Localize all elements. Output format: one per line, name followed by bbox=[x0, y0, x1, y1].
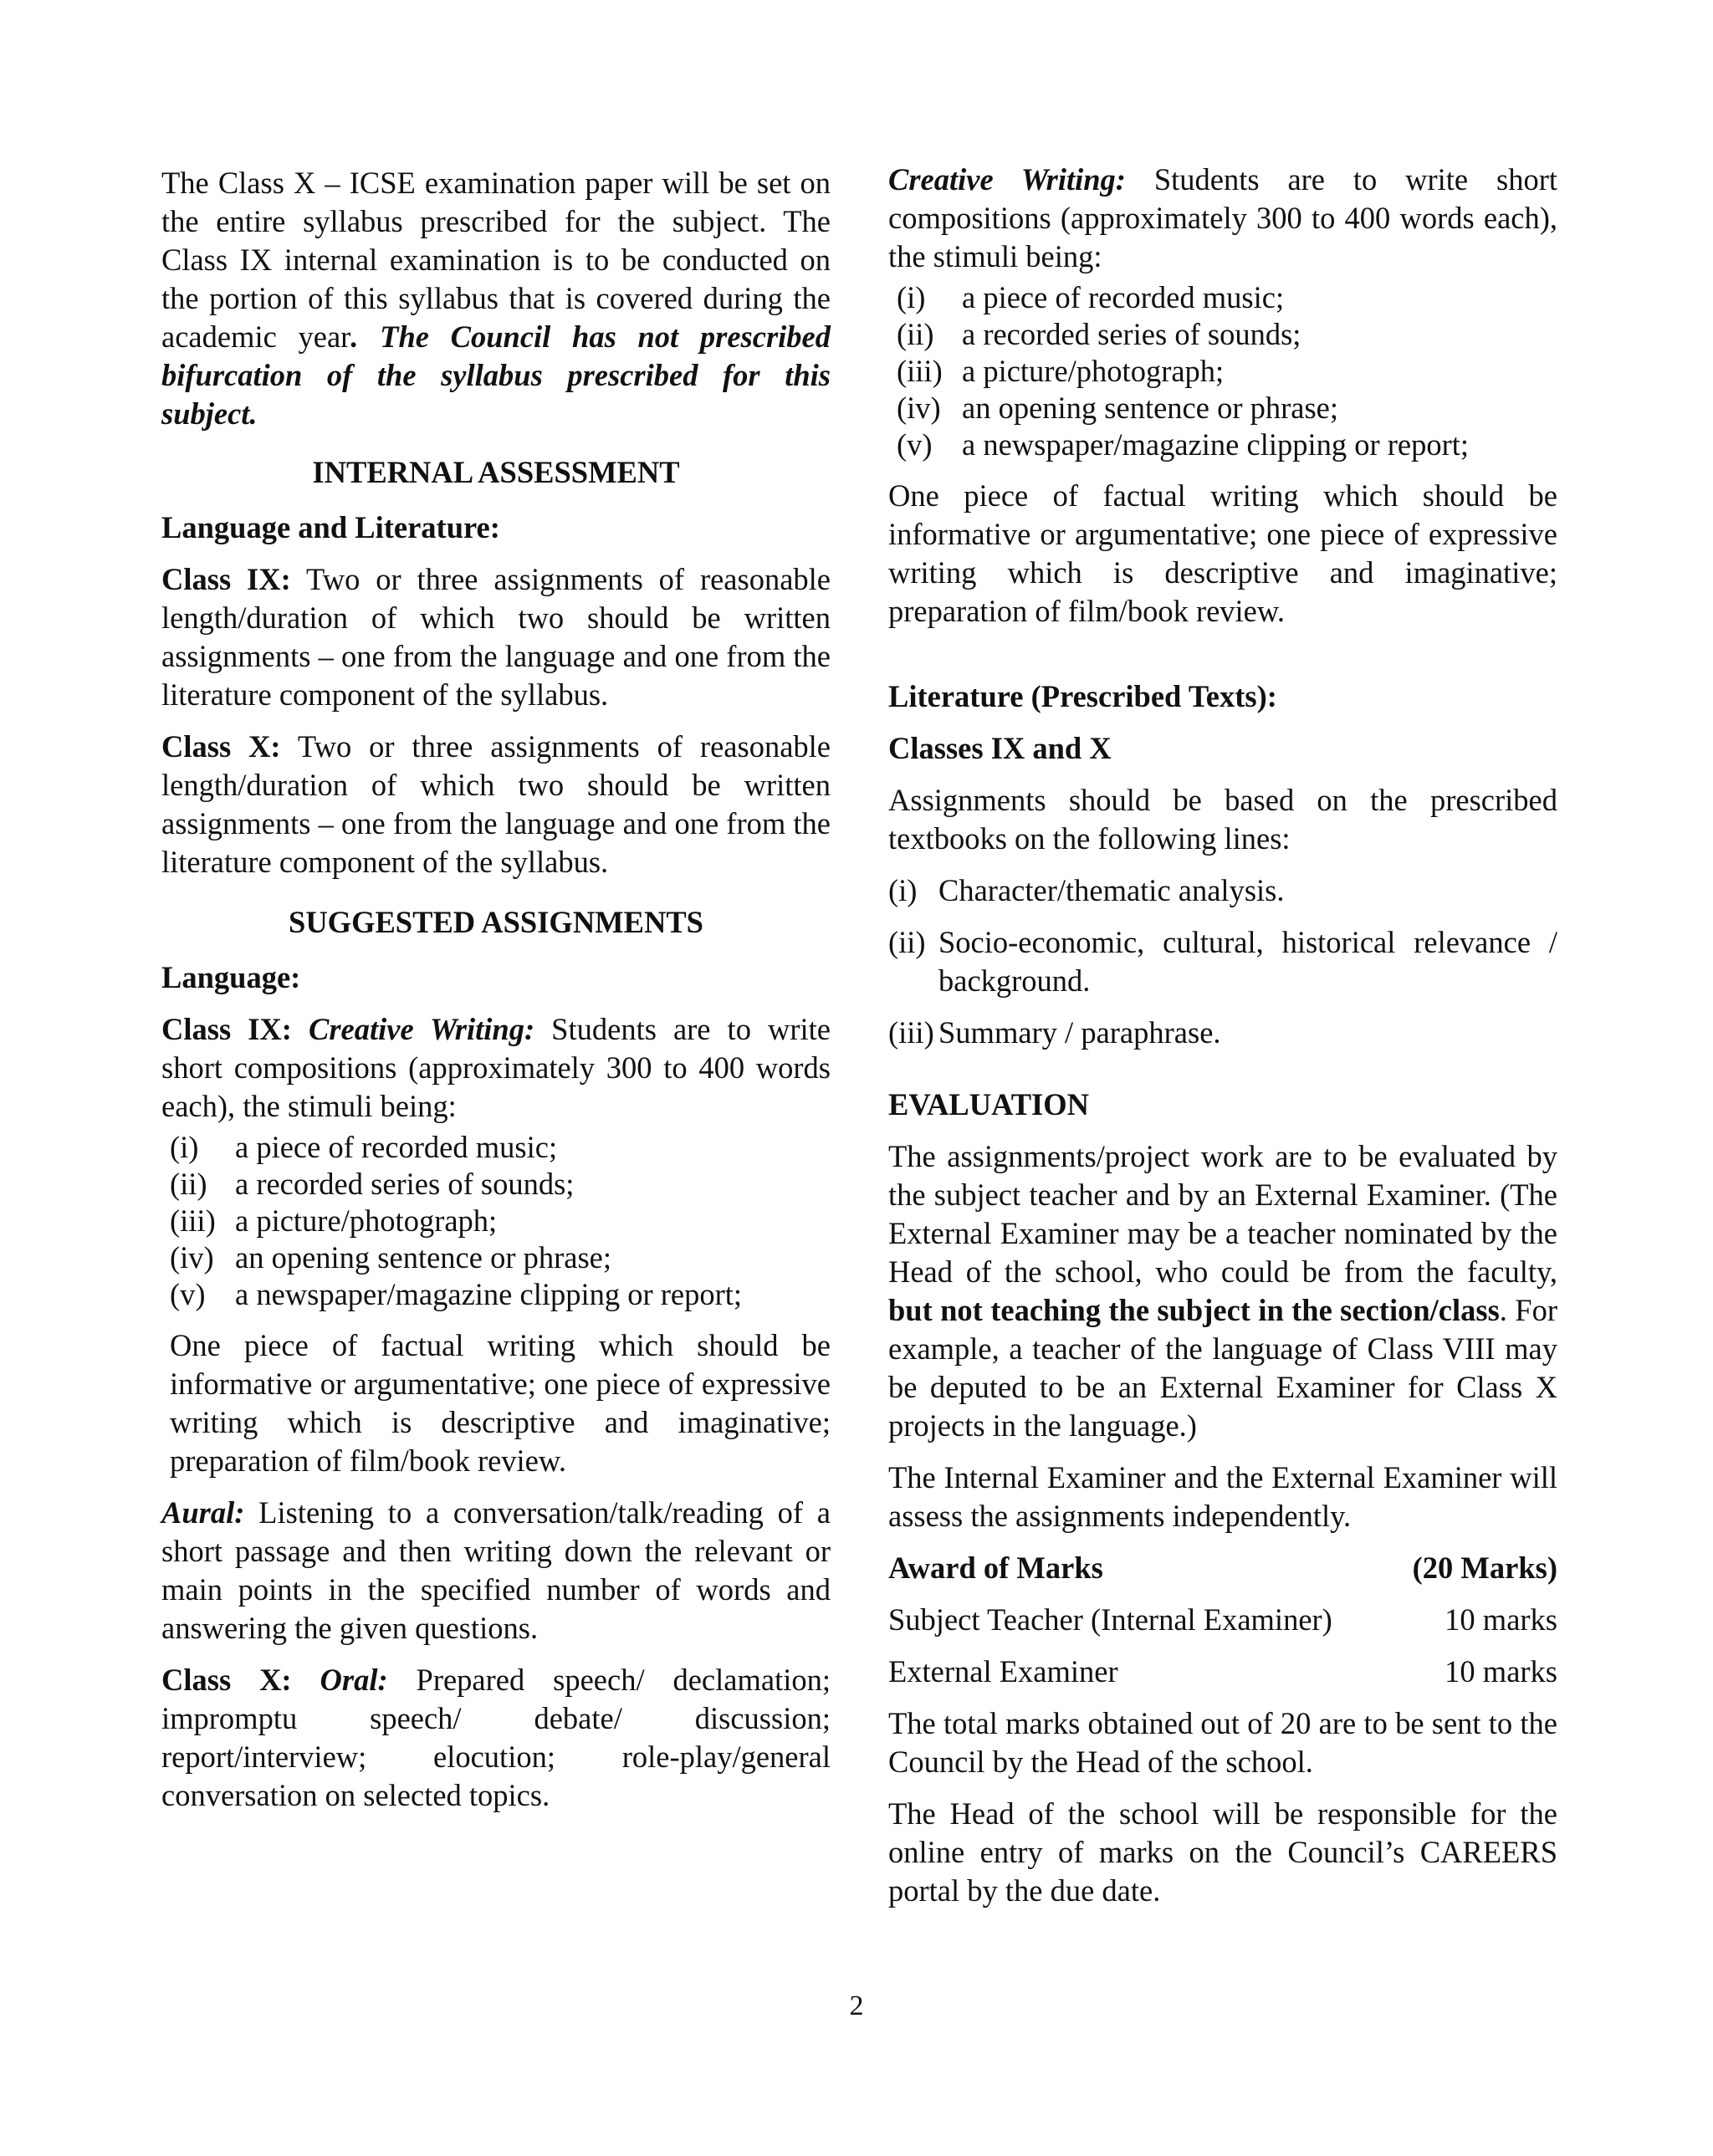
internal-external-paragraph: The Internal Examiner and the External Examiner will assess the assignments independently. bbox=[888, 1460, 1557, 1533]
list-item-text: a recorded series of sounds; bbox=[235, 1167, 575, 1201]
list-item-number: (ii) bbox=[170, 1167, 207, 1201]
page-number: 2 bbox=[849, 1990, 864, 2021]
literature-heading: Literature (Prescribed Texts): bbox=[888, 679, 1277, 713]
classes-heading: Classes IX and X bbox=[888, 731, 1112, 765]
oral-class-label: Class X: bbox=[161, 1663, 292, 1697]
list-item-number: (i) bbox=[170, 1130, 199, 1164]
creative-writing-paragraph bbox=[161, 1010, 831, 1126]
teacher-label: Subject Teacher (Internal Examiner) bbox=[888, 1602, 1332, 1637]
list-item-number: (iv) bbox=[170, 1240, 214, 1275]
list-item-text: an opening sentence or phrase; bbox=[962, 391, 1338, 425]
external-label: External Examiner bbox=[888, 1654, 1118, 1689]
cw-class-label: Class IX: bbox=[161, 1012, 292, 1046]
list-item-number: (i) bbox=[888, 873, 918, 907]
list-item bbox=[161, 1239, 831, 1276]
award-of-marks-row bbox=[888, 1549, 1557, 1587]
list-item-text: a picture/photograph; bbox=[962, 354, 1225, 388]
oral-label: Oral: bbox=[320, 1663, 388, 1697]
language-literature-heading: Language and Literature: bbox=[161, 510, 500, 544]
cw-text-right: Students are to write short compositions (approximately 300 to 400 words each), the stimuli being: bbox=[888, 162, 1557, 273]
list-item-text: a newspaper/magazine clipping or report; bbox=[235, 1277, 743, 1311]
list-item-number: (iii) bbox=[888, 1015, 934, 1050]
right-column bbox=[888, 161, 1557, 1924]
aural-paragraph bbox=[161, 1494, 831, 1648]
intro-bold-note: . The Council has not prescribed bifurcation of the syllabus prescribed for this subject. bbox=[161, 319, 831, 431]
list-item-number: (i) bbox=[897, 280, 926, 314]
list-item-number: (iv) bbox=[897, 391, 941, 425]
evaluation-text: The assignments/project work are to be evaluated by the subject teacher and by an External Examiner. (The External Examiner may be a teacher nominated by the Head of the school, who could be from the faculty, bbox=[888, 1139, 1557, 1289]
list-item-text: a picture/photograph; bbox=[235, 1203, 498, 1238]
class-x-text: Two or three assignments of reasonable length/duration of which two should be written assignments – one from the language and one from the literature component of the syllabus. bbox=[161, 729, 831, 879]
list-item-number: (ii) bbox=[888, 925, 926, 959]
internal-assessment-heading: INTERNAL ASSESSMENT bbox=[312, 455, 680, 489]
intro-paragraph bbox=[161, 164, 831, 433]
cw-text: Students are to write short compositions (approximately 300 to 400 words each), the stimuli being: bbox=[161, 1012, 831, 1123]
stimuli-list-left bbox=[161, 1129, 831, 1313]
list-item bbox=[888, 427, 1557, 463]
aural-label: Aural: bbox=[161, 1495, 245, 1530]
list-item bbox=[888, 390, 1557, 427]
creative-writing-paragraph-right bbox=[888, 161, 1557, 276]
language-heading: Language: bbox=[161, 960, 301, 994]
stimuli-list-right bbox=[888, 279, 1557, 463]
list-item bbox=[888, 871, 1557, 910]
head-of-school-paragraph: The Head of the school will be responsible for the online entry of marks on the Council’s CAREERS portal by the due date. bbox=[888, 1796, 1557, 1908]
class-x-label: Class X: bbox=[161, 729, 281, 764]
evaluation-paragraph bbox=[888, 1137, 1557, 1445]
list-item bbox=[161, 1203, 831, 1239]
evaluation-heading: EVALUATION bbox=[888, 1087, 1090, 1121]
factual-writing-paragraph: One piece of factual writing which should be informative or argumentative; one piece of expressive writing which is descriptive and imaginative; preparation of film/book review. bbox=[170, 1328, 831, 1478]
list-item-number: (iii) bbox=[170, 1203, 216, 1238]
list-item-text: Summary / paraphrase. bbox=[938, 1015, 1221, 1050]
class-ix-label: Class IX: bbox=[161, 562, 291, 596]
list-item-text: a piece of recorded music; bbox=[962, 280, 1285, 314]
intro-text: The Class X – ICSE examination paper will be set on the entire syllabus prescribed for the subject. The Class IX internal examination is to be conducted on the portion of this syllabus that is covered during the academic year bbox=[161, 166, 831, 354]
list-item-number: (v) bbox=[170, 1277, 206, 1311]
cw-label-right: Creative Writing: bbox=[888, 162, 1126, 197]
list-item bbox=[888, 923, 1557, 1000]
left-column bbox=[161, 164, 831, 1828]
total-marks-paragraph: The total marks obtained out of 20 are to be sent to the Council by the Head of the school. bbox=[888, 1706, 1557, 1779]
assignments-paragraph: Assignments should be based on the prescribed textbooks on the following lines: bbox=[888, 783, 1557, 856]
list-item-number: (v) bbox=[897, 427, 933, 462]
cw-label: Creative Writing: bbox=[308, 1012, 535, 1046]
list-item bbox=[161, 1166, 831, 1203]
list-item-number: (iii) bbox=[897, 354, 943, 388]
list-item bbox=[888, 353, 1557, 390]
list-item-text: Character/thematic analysis. bbox=[938, 873, 1285, 907]
external-marks: 10 marks bbox=[1445, 1654, 1557, 1689]
list-item-text: a recorded series of sounds; bbox=[962, 317, 1301, 351]
external-marks-row bbox=[888, 1653, 1557, 1691]
list-item bbox=[161, 1276, 831, 1313]
suggested-assignments-heading: SUGGESTED ASSIGNMENTS bbox=[289, 905, 703, 939]
list-item-text: an opening sentence or phrase; bbox=[235, 1240, 611, 1275]
award-label: Award of Marks bbox=[888, 1551, 1103, 1585]
list-item bbox=[161, 1129, 831, 1166]
list-item bbox=[888, 1014, 1557, 1052]
factual-writing-paragraph-right: One piece of factual writing which should be informative or argumentative; one piece of expressive writing which is descriptive and imaginative; preparation of film/book review. bbox=[888, 478, 1557, 628]
literature-list bbox=[888, 871, 1557, 1052]
teacher-marks: 10 marks bbox=[1445, 1602, 1557, 1637]
list-item bbox=[888, 279, 1557, 316]
class-x-paragraph bbox=[161, 728, 831, 881]
evaluation-bold-text: but not teaching the subject in the section/class bbox=[888, 1293, 1500, 1327]
oral-text: Prepared speech/ declamation; impromptu speech/ debate/ discussion; report/interview; elocution; role-play/general conversation on selected topics. bbox=[161, 1663, 831, 1812]
section-spacer bbox=[888, 644, 1557, 677]
evaluation-text-end: . For example, a teacher of the language of Class VIII may be deputed to be an External Examiner for Class X projects in the language.) bbox=[888, 1293, 1557, 1443]
list-item bbox=[888, 316, 1557, 353]
list-item-text: a piece of recorded music; bbox=[235, 1130, 558, 1164]
award-total: (20 Marks) bbox=[1412, 1551, 1557, 1585]
oral-paragraph bbox=[161, 1661, 831, 1815]
aural-text: Listening to a conversation/talk/reading of a short passage and then writing down the relevant or main points in the specified number of words and answering the given questions. bbox=[161, 1495, 831, 1645]
list-item-text: a newspaper/magazine clipping or report; bbox=[962, 427, 1470, 462]
class-ix-paragraph bbox=[161, 560, 831, 714]
list-item-text: Socio-economic, cultural, historical relevance / background. bbox=[938, 925, 1557, 998]
teacher-marks-row bbox=[888, 1601, 1557, 1639]
list-item-number: (ii) bbox=[897, 317, 934, 351]
class-ix-text: Two or three assignments of reasonable length/duration of which two should be written assignments – one from the language and one from the literature component of the syllabus. bbox=[161, 562, 831, 712]
